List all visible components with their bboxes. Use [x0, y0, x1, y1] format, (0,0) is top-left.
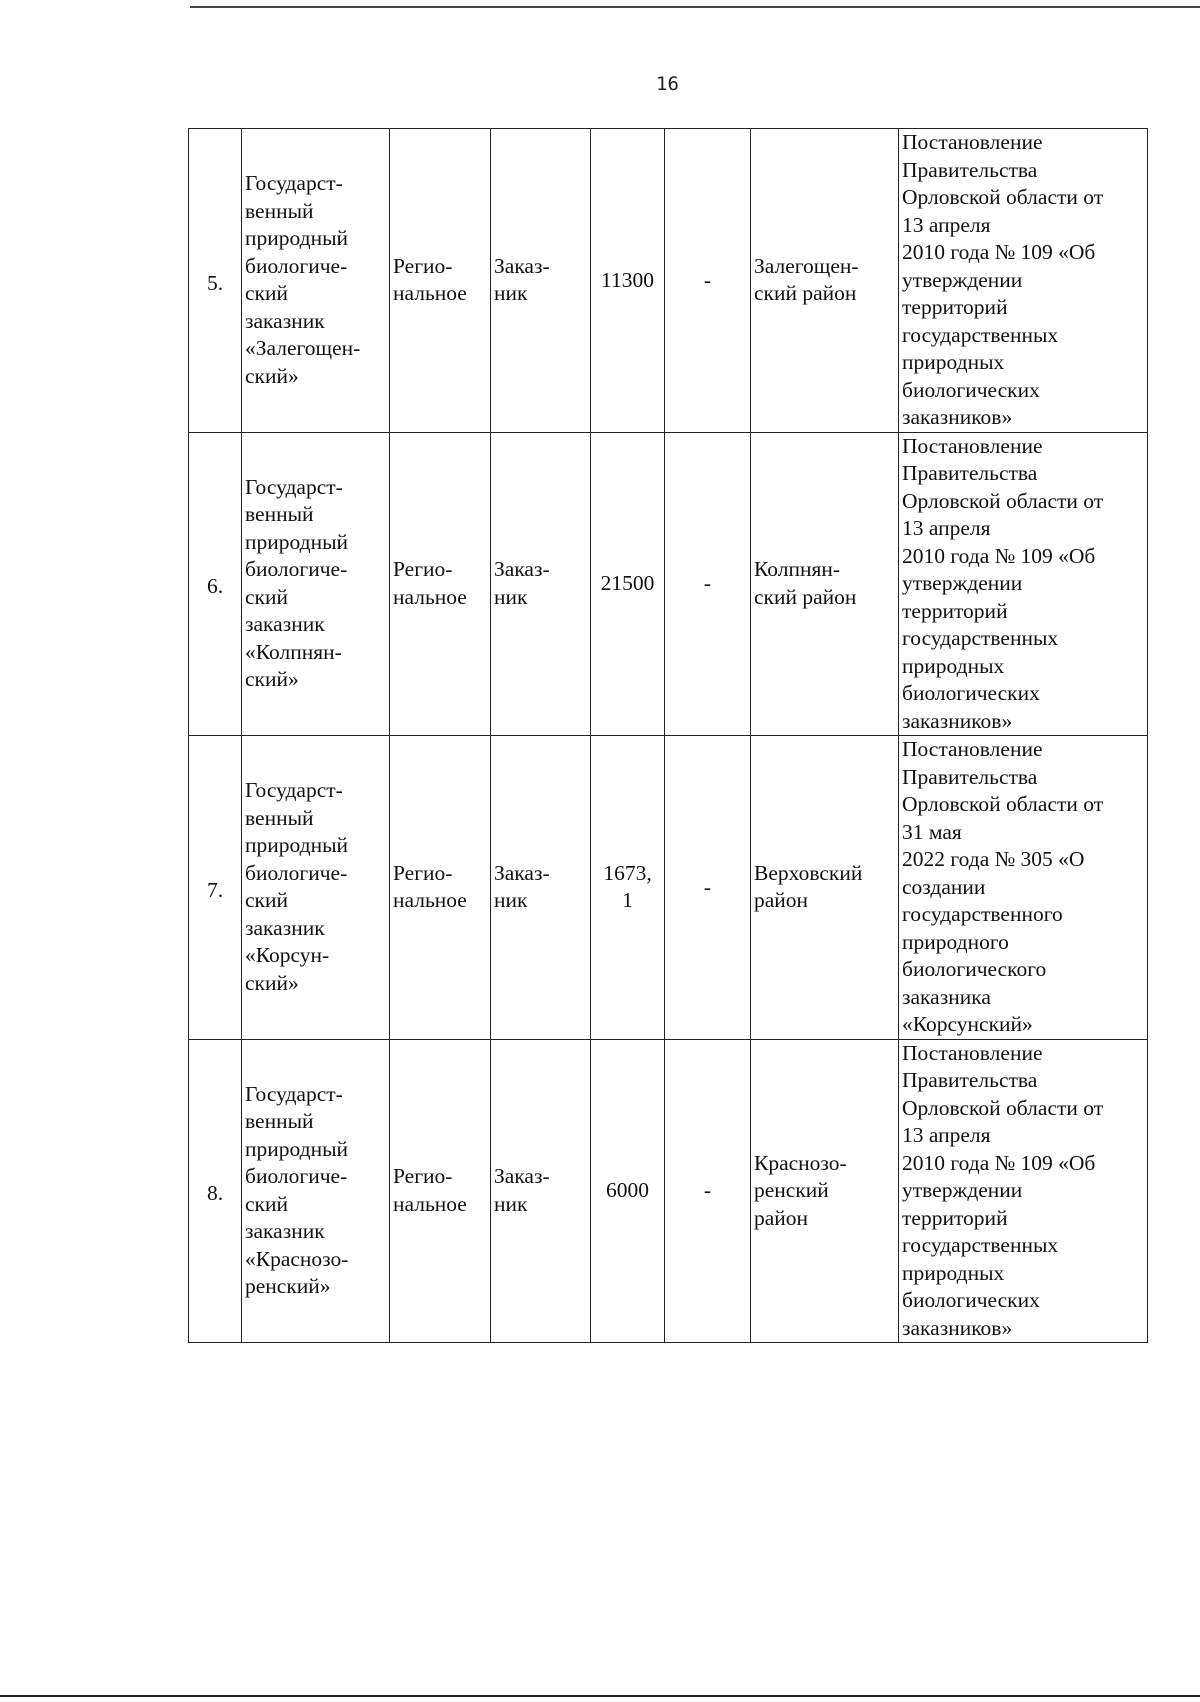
empty-value-cell: - — [665, 129, 751, 433]
reserve-name-cell: Государст- венный природный биологиче- ский заказник «Краснозо- ренский» — [242, 1039, 390, 1343]
table-row — [189, 432, 1148, 736]
reserve-name-cell: Государст- венный природный биологиче- ский заказник «Корсун- ский» — [242, 736, 390, 1040]
status-cell: Регио- нальное — [390, 432, 491, 736]
status-cell: Регио- нальное — [390, 736, 491, 1040]
category-cell: Заказ- ник — [491, 129, 591, 433]
row-number-cell: 6. — [189, 432, 242, 736]
table-row — [189, 1039, 1148, 1343]
area-cell: 11300 — [591, 129, 665, 433]
area-cell: 6000 — [591, 1039, 665, 1343]
bottom-rule — [0, 1695, 1200, 1697]
location-cell: Колпнян- ский район — [751, 432, 899, 736]
category-cell: Заказ- ник — [491, 432, 591, 736]
legal-document-cell: Постановление Правительства Орловской области от 31 мая 2022 года № 305 «О создании государственного природного биологического заказника «Корсунский» — [899, 736, 1148, 1040]
empty-value-cell: - — [665, 1039, 751, 1343]
row-number-cell: 5. — [189, 129, 242, 433]
table-row — [189, 736, 1148, 1040]
location-cell: Залегощен- ский район — [751, 129, 899, 433]
table-row — [189, 129, 1148, 433]
area-cell: 21500 — [591, 432, 665, 736]
empty-value-cell: - — [665, 432, 751, 736]
legal-document-cell: Постановление Правительства Орловской области от 13 апреля 2010 года № 109 «Об утверждении территорий государственных природных биологических заказников» — [899, 1039, 1148, 1343]
reserve-name-cell: Государст- венный природный биологиче- ский заказник «Залегощен- ский» — [242, 129, 390, 433]
status-cell: Регио- нальное — [390, 1039, 491, 1343]
status-cell: Регио- нальное — [390, 129, 491, 433]
location-cell: Краснозо- ренский район — [751, 1039, 899, 1343]
category-cell: Заказ- ник — [491, 736, 591, 1040]
location-cell: Верховский район — [751, 736, 899, 1040]
top-rule — [190, 6, 1200, 8]
row-number-cell: 8. — [189, 1039, 242, 1343]
legal-document-cell: Постановление Правительства Орловской области от 13 апреля 2010 года № 109 «Об утверждении территорий государственных природных биологических заказников» — [899, 432, 1148, 736]
page-number: 16 — [656, 73, 679, 95]
area-cell: 1673, 1 — [591, 736, 665, 1040]
reserve-name-cell: Государст- венный природный биологиче- ский заказник «Колпнян- ский» — [242, 432, 390, 736]
row-number-cell: 7. — [189, 736, 242, 1040]
empty-value-cell: - — [665, 736, 751, 1040]
protected-areas-table — [188, 128, 1148, 1343]
legal-document-cell: Постановление Правительства Орловской области от 13 апреля 2010 года № 109 «Об утверждении территорий государственных природных биологических заказников» — [899, 129, 1148, 433]
category-cell: Заказ- ник — [491, 1039, 591, 1343]
